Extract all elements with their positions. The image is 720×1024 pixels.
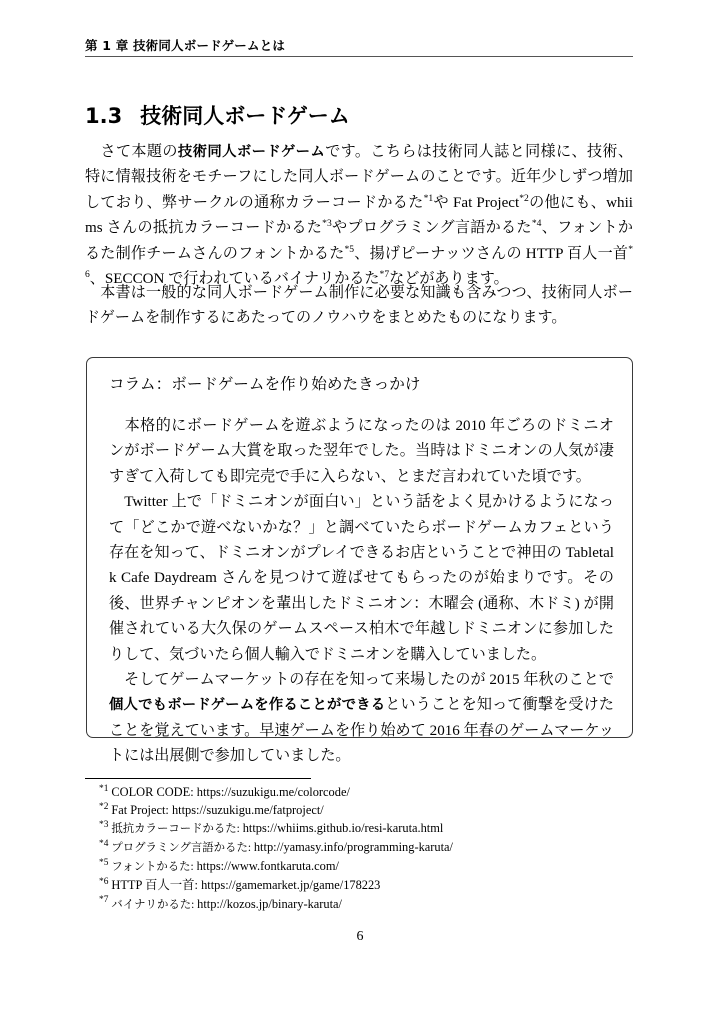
footnote-item bbox=[85, 819, 633, 838]
footnote-ref-1[interactable]: *1 bbox=[423, 192, 434, 204]
footnote-label: 抵抗カラーコードかるた: bbox=[111, 823, 243, 836]
footnote-item bbox=[85, 838, 633, 857]
footnote-ref-6[interactable]: *6 bbox=[85, 243, 633, 280]
header-rule bbox=[85, 56, 633, 57]
column-paragraph-1: 本格的にボードゲームを遊ぶようになったのは 2010 年ごろのドミニオンがボードゲーム大賞を取った翌年でした。当時はドミニオンの人気が凄すぎて入荷しても即完売で手に入らない、とまだ言われていた頃です。 bbox=[109, 418, 614, 485]
footnote-url[interactable]: https://www.fontkaruta.com/ bbox=[196, 859, 339, 874]
footnote-marker: *3 bbox=[99, 820, 109, 831]
chapter-label: 第 1 章 技術同人ボードゲームとは bbox=[85, 38, 286, 53]
p1-seg-4: の他にも、whiims さんの抵抗カラーコードかるた bbox=[85, 194, 633, 237]
page-number: 6 bbox=[356, 929, 364, 944]
footnote-item bbox=[85, 857, 633, 876]
footnote-marker: *1 bbox=[99, 783, 109, 794]
footnote-marker: *2 bbox=[99, 801, 109, 812]
c3-bold-term: 個人でもボードゲームを作ることができる bbox=[109, 697, 386, 714]
p1-seg-5: やプログラミング言語かるた bbox=[331, 220, 532, 237]
footnote-url[interactable]: https://suzukigu.me/fatproject/ bbox=[171, 803, 324, 818]
c3-seg-1: そしてゲームマーケットの存在を知って来場したのが 2015 年秋のことで bbox=[109, 672, 614, 689]
footnote-marker: *4 bbox=[99, 839, 109, 850]
footnote-label: COLOR CODE: bbox=[111, 785, 197, 799]
section-number: 1.3 bbox=[85, 104, 123, 128]
footnote-label: プログラミング言語かるた: bbox=[111, 842, 254, 855]
footnote-ref-5[interactable]: *5 bbox=[344, 243, 355, 255]
footnote-item bbox=[85, 801, 633, 819]
footnote-ref-4[interactable]: *4 bbox=[531, 218, 542, 230]
body-paragraph-2-block bbox=[85, 281, 633, 332]
p1-seg-7: 、揚げピーナッツさんの HTTP 百人一首 bbox=[354, 245, 629, 262]
footnote-label: Fat Project: bbox=[111, 803, 172, 818]
p1-seg-8: 、SECCON で行われているバイナリかるた bbox=[89, 271, 380, 288]
column-box bbox=[86, 357, 633, 765]
footnote-url[interactable]: https://whiims.github.io/resi-karuta.html bbox=[242, 821, 444, 836]
section-title: 技術同人ボードゲーム bbox=[140, 104, 350, 128]
footnote-url[interactable]: http://yamasy.info/programming-karuta/ bbox=[253, 840, 453, 855]
footnote-url[interactable]: http://kozos.jp/binary-karuta/ bbox=[197, 896, 342, 911]
footnote-marker: *7 bbox=[99, 895, 109, 906]
column-paragraph-2: Twitter 上で「ドミニオンが面白い」という話をよく見かけるようになって「どこかで遊べないかな？」と調べていたらボードゲームカフェという存在を知って、ドミニオンがプレイできるお店ということで神田の Tabletalk Cafe Daydream さんを見つけて遊ばせてもらったのが始まりです。その後、世界チャンピオンを輩出したドミニオン：木曜会 (通称、木ドミ) が開催されている大久保のゲームスペース柏木で年越しドミニオンに参加したりして、気づいたら個人輸入でドミニオンを購入していました。 bbox=[109, 494, 614, 663]
section-heading bbox=[85, 102, 350, 130]
p1-seg-1: さて本題の bbox=[85, 144, 178, 160]
footnote-item bbox=[85, 783, 633, 801]
p1-seg-2: です。こちらは技術同人誌と同様に、技術、特に情報技術をモチーフにした同人ボードゲームのことです。近年少しずつ増加しており、弊サークルの通称カラーコードかるた bbox=[85, 144, 633, 211]
footnote-area bbox=[85, 778, 633, 914]
body-paragraph-2: 本書は一般的な同人ボードゲーム制作に必要な知識も含みつつ、技術同人ボードゲームを制作するにあたってのノウハウをまとめたものになります。 bbox=[85, 285, 633, 327]
p1-seg-6: 、フォントかるた制作チームさんのフォントかるた bbox=[85, 220, 634, 262]
footnote-ref-2[interactable]: *2 bbox=[519, 192, 529, 204]
footnote-marker: *6 bbox=[99, 877, 109, 888]
body-paragraph-1 bbox=[85, 140, 633, 292]
c3-seg-2: ということを知って衝撃を受けたことを覚えています。早速ゲームを作り始めて 2016 年春のゲームマーケットには出展側で参加していました。 bbox=[109, 697, 614, 765]
footnote-ref-7[interactable]: *7 bbox=[379, 269, 390, 280]
footnote-label: バイナリかるた: bbox=[111, 898, 198, 911]
p1-seg-3: や Fat Project bbox=[433, 194, 520, 211]
column-body bbox=[109, 414, 614, 770]
running-header bbox=[85, 38, 633, 57]
footnote-label: フォントかるた: bbox=[111, 861, 197, 874]
footnote-rule bbox=[85, 778, 311, 779]
column-title: コラム：ボードゲームを作り始めたきっかけ bbox=[109, 375, 421, 393]
p1-seg-9: などがあります。 bbox=[389, 271, 509, 288]
p1-bold-term: 技術同人ボードゲーム bbox=[177, 144, 326, 160]
footnote-marker: *5 bbox=[99, 858, 109, 869]
footnote-item bbox=[85, 895, 633, 914]
footnote-list bbox=[85, 783, 633, 914]
column-paragraph-3 bbox=[109, 668, 614, 770]
footnote-ref-3[interactable]: *3 bbox=[322, 218, 332, 230]
footnote-item bbox=[85, 876, 633, 894]
footnote-label: HTTP 百人一首: bbox=[111, 878, 202, 893]
footnote-url[interactable]: https://gamemarket.jp/game/178223 bbox=[201, 878, 381, 893]
footnote-url[interactable]: https://suzukigu.me/colorcode/ bbox=[196, 785, 350, 799]
body-paragraph-1-block bbox=[85, 140, 633, 292]
